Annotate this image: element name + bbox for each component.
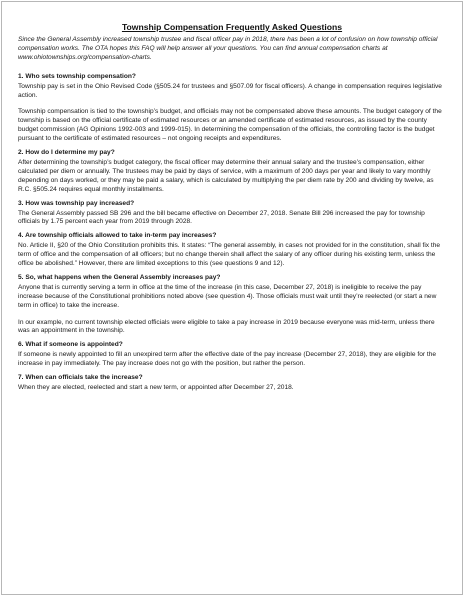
- answer-paragraph: The General Assembly passed SB 296 and the bill became effective on December 27, 2018. Senate Bill 296 increased the pay for township officials by 1.75 percent each year from 2019 through 2028.: [18, 209, 425, 226]
- faq-section-2: [18, 149, 448, 195]
- answer-paragraph: Township pay is set in the Ohio Revised Code (§505.24 for trustees and §507.09 for fiscal officers). A change in compensation requires legislative action.: [18, 82, 442, 99]
- question-heading: 5. So, what happens when the General Assembly increases pay?: [18, 273, 221, 281]
- faq-section-6: [18, 341, 448, 369]
- document-body: [18, 36, 448, 398]
- answer-paragraph: No. Article II, §20 of the Ohio Constitution prohibits this. It states: “The general assembly, in cases not provided for in the constitution, shall fix the term of office and the compensation of all officers; but no change therein shall affect the salary of any officer during his existing term, unless the office be abolished.” However, there are limited exceptions to this (see questions 9 and 12).: [18, 242, 441, 268]
- question-heading: 6. What if someone is appointed?: [18, 341, 123, 349]
- faq-section-5: [18, 274, 448, 336]
- answer-paragraph: If someone is newly appointed to fill an unexpired term after the effective date of the pay increase (December 27, 2018), they are eligible for the increase in pay immediately. The pay increase does not go with the position, but rather the person.: [18, 351, 437, 368]
- question-heading: 3. How was township pay increased?: [18, 199, 135, 207]
- document-title: Township Compensation Frequently Asked Questions: [121, 22, 343, 32]
- faq-section-7: [18, 374, 448, 393]
- faq-section-3: [18, 200, 448, 228]
- document-page: [1, 1, 463, 595]
- faq-section-1: [18, 73, 448, 144]
- faq-section-4: [18, 232, 448, 269]
- question-heading: 4. Are township officials allowed to take in-term pay increases?: [18, 232, 217, 240]
- question-heading: 7. When can officials take the increase?: [18, 374, 143, 382]
- answer-paragraph: Anyone that is currently serving a term in office at the time of the increase (in this case, December 27, 2018) is ineligible to receive the pay increase because of the Constitutional prohibitions noted above (see question 4). Those officials must wait until they’re reelected (or start a new term in office) to take the increase.: [18, 283, 437, 309]
- answer-paragraph: After determining the township’s budget category, the fiscal officer may determine their annual salary and the trustee’s compensation, either calculated per diem or annually. The trustees may be paid by days of service, with a maximum of 200 days per year and likely to vary monthly depending on days worked, or they may be paid a salary, which is calculated by multiplying the per diem rate by 200 and dividing by twelve, as R.C. §505.24 requires equal monthly installments.: [18, 158, 434, 193]
- question-heading: 1. Who sets township compensation?: [18, 72, 136, 80]
- answer-paragraph: When they are elected, reelected and start a new term, or appointed after December 27, 2018.: [18, 384, 294, 391]
- question-heading: 2. How do I determine my pay?: [18, 149, 115, 157]
- answer-paragraph: In our example, no current township elected officials were eligible to take a pay increase in 2019 because everyone was mid-term, unless there was an appointment in the township.: [18, 318, 435, 335]
- intro-paragraph: Since the General Assembly increased township trustee and fiscal officer pay in 2018, there has been a lot of confusion on how township official compensation works. The OTA hopes this FAQ will help answer all your questions. You can find annual compensation charts at www.ohiotownships.org/compensation-charts.: [18, 36, 438, 61]
- answer-paragraph: Township compensation is tied to the township’s budget, and officials may not be compensated above these amounts. The budget category of the township is based on the official certificate of estimated resources or an amended certificate of estimated resources, as issued by the county budget commission (AG Opinions 1992-003 and 1999-015). In determining the compensation of the officials, the controlling factor is the budget pursuant to the certificate of estimated resources – not ongoing receipts and expenditures.: [18, 108, 442, 143]
